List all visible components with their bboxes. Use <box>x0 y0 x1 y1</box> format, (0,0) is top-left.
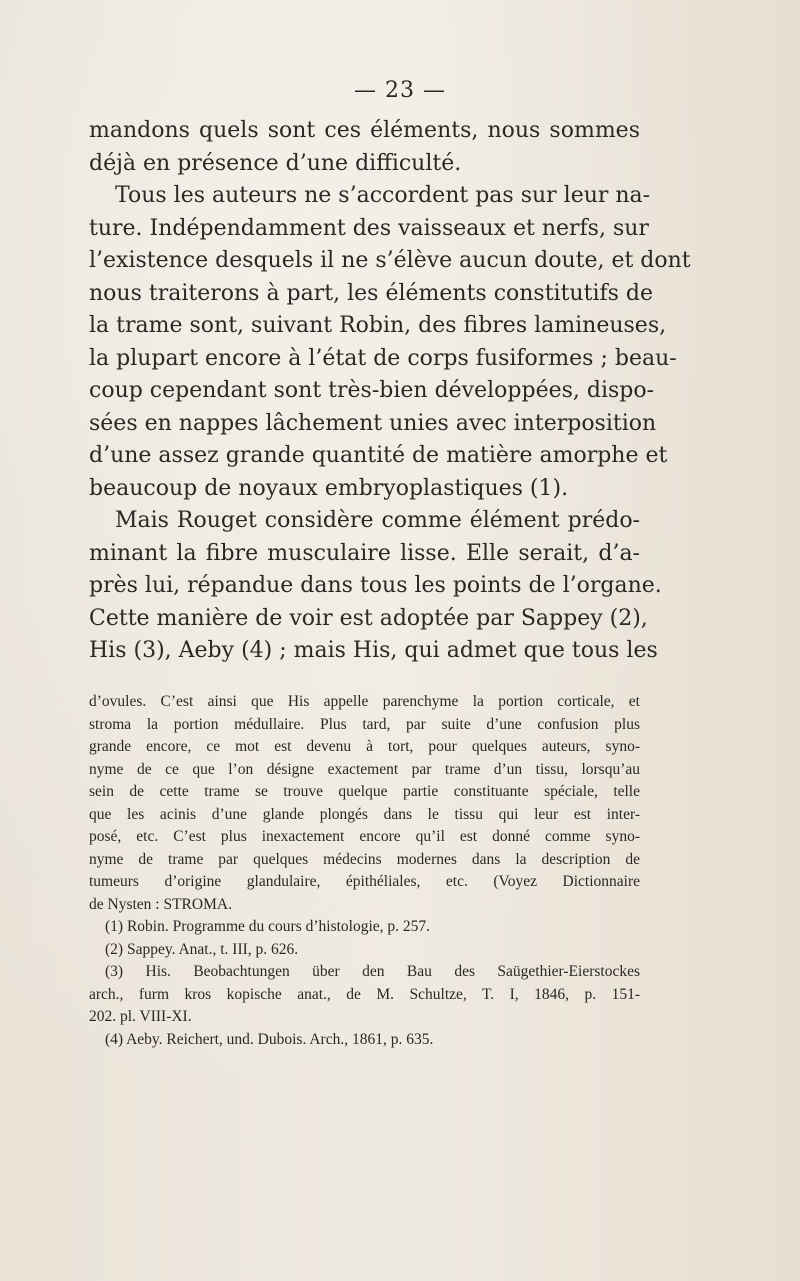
reference-line: (2) Sappey. Anat., t. III, p. 626. <box>105 940 299 958</box>
text-line: minant la fibre musculaire lisse. Elle serait, d’a- <box>89 540 640 566</box>
text-line: d’une assez grande quantité de matière amorphe et <box>89 443 668 468</box>
text-line: la plupart encore à l’état de corps fusiformes ; beau- <box>89 345 677 371</box>
text-line: Mais Rouget considère comme élément prédo- <box>115 508 640 533</box>
footnote-line: nyme de ce que l’on désigne exactement par trame d’un tissu, lorsqu’au <box>89 760 640 778</box>
text-line: près lui, répandue dans tous les points de l’organe. <box>89 573 662 598</box>
text-line: coup cependant sont très-bien développées, dispo- <box>89 378 655 403</box>
footnote-line: de Nysten : STROMA. <box>89 895 232 913</box>
text-line: sées en nappes lâchement unies avec interposition <box>89 410 657 436</box>
footnote-line: stroma la portion médullaire. Plus tard, par suite d’une confusion plus <box>89 715 640 733</box>
text-line: mandons quels sont ces éléments, nous sommes <box>89 118 640 143</box>
reference-line: arch., furm kros kopische anat., de M. Schultze, T. I, 1846, p. 151- <box>89 985 640 1003</box>
text-line: la trame sont, suivant Robin, des fibres lamineuses, <box>89 313 667 338</box>
text-line: nous traiterons à part, les éléments constitutifs de <box>89 280 654 306</box>
text-line: beaucoup de noyaux embryoplastiques (1). <box>89 475 569 501</box>
text-line: Tous les auteurs ne s’accordent pas sur leur na- <box>115 183 651 208</box>
main-text <box>89 115 691 668</box>
text-line: l’existence desquels il ne s’élève aucun doute, et dont <box>89 248 691 273</box>
footnote-line: grande encore, ce mot est devenu à tort, pour quelques auteurs, syno- <box>89 738 640 755</box>
text-line: Cette manière de voir est adoptée par Sappey (2), <box>89 605 648 631</box>
footnote-line: posé, etc. C’est plus inexactement encore qu’il est donné comme syno- <box>89 828 640 845</box>
reference-line: (3) His. Beobachtungen über den Bau des Saügethier-Eierstockes <box>105 963 640 980</box>
reference-line: (4) Aeby. Reichert, und. Dubois. Arch., 1861, p. 635. <box>105 1030 434 1048</box>
text-line: His (3), Aeby (4) ; mais His, qui admet que tous les <box>89 638 658 663</box>
text-line: déjà en présence d’une difficulté. <box>89 150 462 176</box>
footnote-line: tumeurs d’origine glandulaire, épithéliales, etc. (Voyez Dictionnaire <box>89 873 640 890</box>
footnote-line: que les acinis d’une glande plongés dans le tissu qui leur est inter- <box>89 805 640 823</box>
footnotes <box>89 691 640 1051</box>
text-line: ture. Indépendamment des vaisseaux et nerfs, sur <box>89 215 649 241</box>
footnote-line: sein de cette trame se trouve quelque partie constituante spéciale, telle <box>89 783 640 800</box>
reference-line: 202. pl. VIII-XI. <box>89 1008 192 1025</box>
footnote-line: d’ovules. C’est ainsi que His appelle parenchyme la portion corticale, et <box>89 693 640 710</box>
reference-line: (1) Robin. Programme du cours d’histologie, p. 257. <box>105 918 431 935</box>
page-number: — 23 — <box>354 78 446 103</box>
footnote-line: nyme de trame par quelques médecins modernes dans la description de <box>89 850 640 868</box>
